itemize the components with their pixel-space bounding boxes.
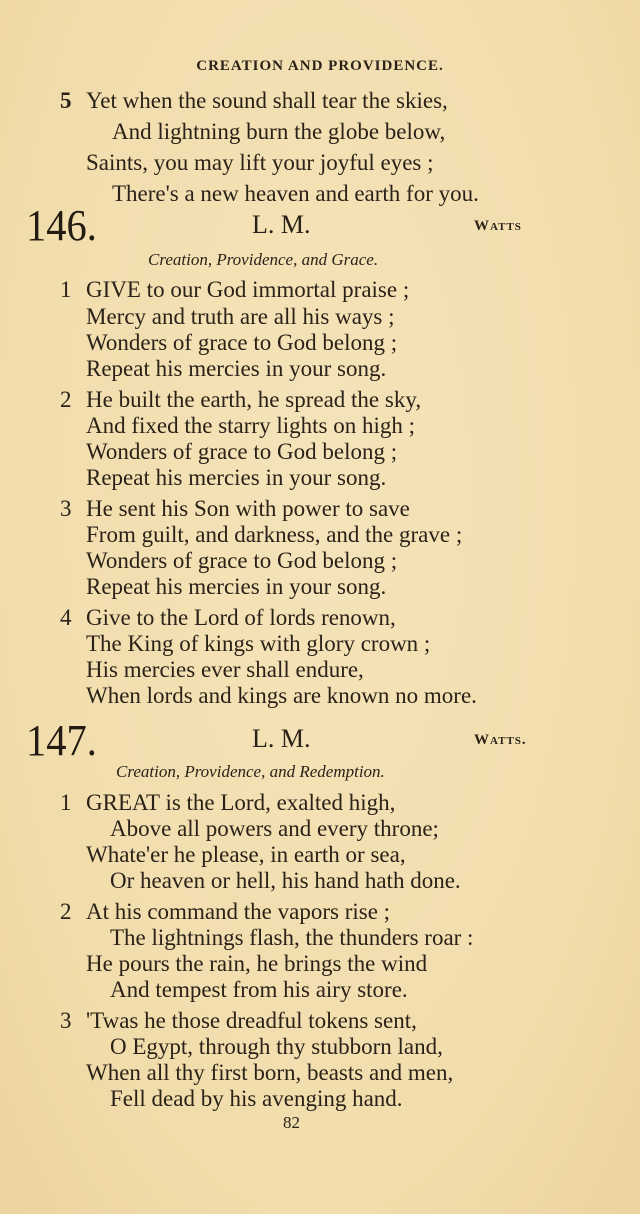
verse-line: When lords and kings are known no more. — [86, 683, 477, 708]
verse-line: From guilt, and darkness, and the grave ; — [86, 522, 463, 547]
verse-line: Whate'er he please, in earth or sea, — [86, 842, 406, 867]
verse-line: He sent his Son with power to save — [86, 496, 410, 521]
verse-line: GREAT is the Lord, exalted high, — [86, 790, 396, 815]
verse-number: 1 — [60, 790, 72, 815]
verse-line: Or heaven or hell, his hand hath done. — [110, 868, 461, 893]
verse-line: Wonders of grace to God belong ; — [86, 548, 398, 573]
verse-number: 5 — [60, 88, 72, 113]
verse-line: There's a new heaven and earth for you. — [112, 181, 479, 206]
verse-line: GIVE to our God immortal praise ; — [86, 277, 410, 302]
verse-line: Yet when the sound shall tear the skies, — [86, 88, 448, 113]
verse-number: 2 — [60, 899, 72, 924]
verse-line: Saints, you may lift your joyful eyes ; — [86, 150, 434, 175]
verse-line: Above all powers and every throne; — [110, 816, 439, 841]
verse-line: 'Twas he those dreadful tokens sent, — [86, 1008, 417, 1033]
verse-number: 1 — [60, 277, 72, 302]
running-head: CREATION AND PROVIDENCE. — [196, 58, 444, 74]
verse-line: Mercy and truth are all his ways ; — [86, 304, 395, 329]
verse-line: His mercies ever shall endure, — [86, 657, 364, 682]
verse-line: He pours the rain, he brings the wind — [86, 951, 428, 976]
verse-line: The King of kings with glory crown ; — [86, 631, 431, 656]
verse-number: 3 — [60, 1008, 72, 1033]
verse-number: 2 — [60, 387, 72, 412]
hymn-subtitle: Creation, Providence, and Redemption. — [116, 762, 385, 781]
verse-line: At his command the vapors rise ; — [86, 899, 391, 924]
verse-line: And fixed the starry lights on high ; — [86, 413, 415, 438]
verse-line: Give to the Lord of lords renown, — [86, 605, 396, 630]
hymn-subtitle: Creation, Providence, and Grace. — [148, 250, 379, 269]
verse-line: Repeat his mercies in your song. — [86, 465, 387, 490]
verse-line: The lightnings flash, the thunders roar : — [110, 925, 474, 950]
verse-line: And tempest from his airy store. — [110, 977, 408, 1002]
verse-line: When all thy first born, beasts and men, — [86, 1060, 454, 1085]
page-number: 82 — [283, 1113, 300, 1132]
verse-line: Wonders of grace to God belong ; — [86, 330, 398, 355]
verse-line: And lightning burn the globe below, — [112, 119, 446, 144]
verse-number: 4 — [60, 605, 72, 630]
hymn-author: Watts — [474, 218, 522, 234]
verse-line: Repeat his mercies in your song. — [86, 574, 387, 599]
verse-line: Repeat his mercies in your song. — [86, 356, 387, 381]
verse-line: O Egypt, through thy stubborn land, — [110, 1034, 443, 1059]
verse-number: 3 — [60, 496, 72, 521]
hymn-number: 147. — [26, 716, 97, 765]
hymn-author: Watts. — [474, 732, 527, 748]
verse-line: Fell dead by his avenging hand. — [110, 1086, 403, 1111]
hymn-meter: L. M. — [252, 210, 311, 239]
hymn-number: 146. — [26, 201, 97, 250]
hymn-meter: L. M. — [252, 724, 311, 753]
verse-line: Wonders of grace to God belong ; — [86, 439, 398, 464]
verse-line: He built the earth, he spread the sky, — [86, 387, 422, 412]
